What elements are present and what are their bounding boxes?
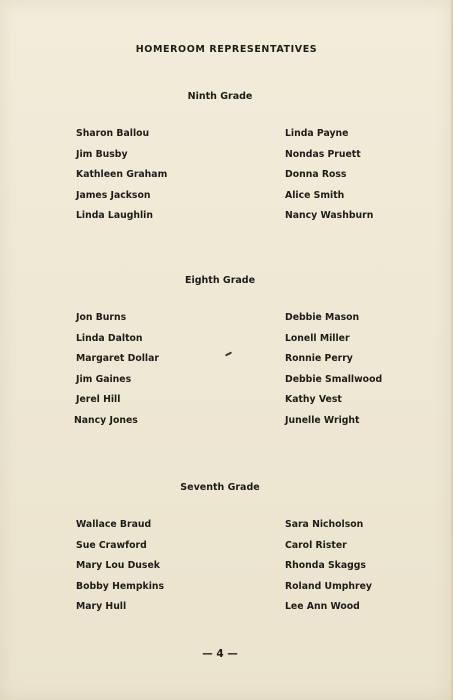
list-item: Sara Nicholson bbox=[285, 519, 364, 530]
list-item: Carol Rister bbox=[285, 539, 347, 551]
list-item: Debbie Smallwood bbox=[285, 373, 383, 385]
list-item: Roland Umphrey bbox=[285, 580, 372, 592]
list-item: Mary Lou Dusek bbox=[76, 560, 160, 572]
list-item: Nancy Jones bbox=[74, 414, 138, 426]
ink-mark bbox=[225, 351, 232, 356]
list-item: Lee Ann Wood bbox=[285, 601, 360, 613]
list-item: Linda Laughlin bbox=[76, 210, 153, 222]
list-item: Mary Hull bbox=[76, 601, 127, 613]
list-item: Donna Ross bbox=[285, 169, 347, 181]
ninth-grade-left-list bbox=[76, 124, 167, 227]
seventh-grade-heading: Seventh Grade bbox=[180, 482, 260, 493]
list-item: Alice Smith bbox=[285, 189, 345, 201]
list-item: Jerel Hill bbox=[76, 394, 121, 406]
list-item: Margaret Dollar bbox=[76, 353, 159, 365]
list-item: Rhonda Skaggs bbox=[285, 560, 366, 572]
list-item: Bobby Hempkins bbox=[76, 580, 165, 592]
eighth-grade-right-list bbox=[285, 308, 382, 432]
list-item: Linda Payne bbox=[285, 128, 349, 139]
page-number: — 4 — bbox=[202, 648, 238, 660]
list-item: Nancy Washburn bbox=[285, 210, 374, 222]
list-item: Junelle Wright bbox=[285, 414, 360, 426]
list-item: Linda Dalton bbox=[76, 332, 143, 344]
list-item: Ronnie Perry bbox=[285, 353, 353, 365]
list-item: Wallace Braud bbox=[76, 519, 152, 530]
seventh-grade-left-list bbox=[76, 515, 164, 618]
list-item: Jim Gaines bbox=[76, 373, 132, 385]
eighth-grade-heading: Eighth Grade bbox=[184, 275, 256, 286]
list-item: Jon Burns bbox=[76, 312, 127, 323]
list-item: Jim Busby bbox=[76, 148, 128, 160]
list-item: Sharon Ballou bbox=[76, 128, 150, 139]
list-item: Nondas Pruett bbox=[285, 148, 361, 160]
list-item: Debbie Mason bbox=[285, 312, 360, 323]
list-item: Sue Crawford bbox=[76, 539, 147, 551]
eighth-grade-left-list bbox=[76, 308, 159, 432]
list-item: James Jackson bbox=[76, 189, 151, 201]
ninth-grade-heading: Ninth Grade bbox=[187, 91, 253, 102]
list-item: Kathy Vest bbox=[285, 394, 342, 406]
page-title: HOMEROOM REPRESENTATIVES bbox=[135, 44, 318, 55]
seventh-grade-right-list bbox=[285, 515, 372, 618]
list-item: Lonell Miller bbox=[285, 332, 350, 344]
ninth-grade-right-list bbox=[285, 124, 373, 227]
list-item: Kathleen Graham bbox=[76, 169, 168, 181]
